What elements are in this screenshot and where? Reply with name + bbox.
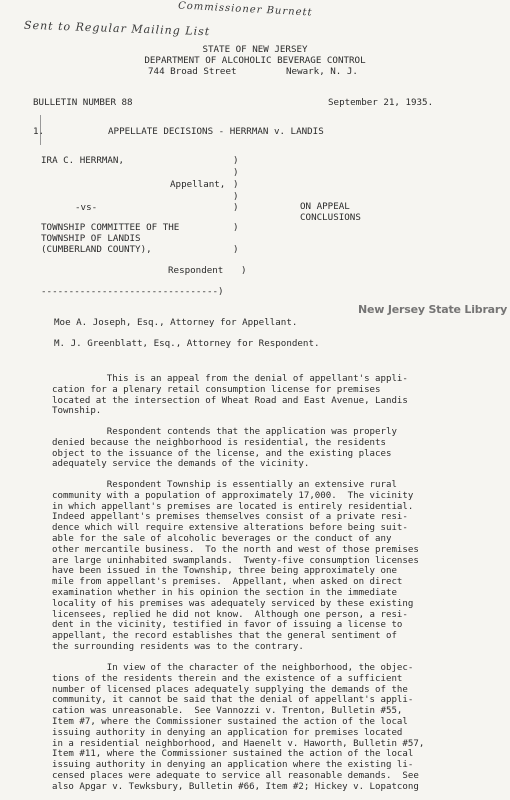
caption-vs: -vs-: [75, 202, 98, 213]
paragraph-line: able for the sale of alcoholic beverages or the conduct of any: [52, 533, 392, 544]
caption-divider: --------------------------------): [41, 286, 224, 297]
caption-respondent-role: Respondent: [168, 265, 224, 276]
paragraph-line: appellant, the record establishes that the general sentiment of: [52, 631, 397, 642]
paragraph-line: located at the intersection of Wheat Road and East Avenue, Landis: [52, 395, 408, 406]
paragraph-line: number of licensed places adequately supplying the demands of the: [52, 684, 408, 695]
caption-respondent-line3: (CUMBERLAND COUNTY),: [41, 244, 152, 255]
paragraph-line: are large uninhabited swamplands. Twenty-five consumption licenses: [52, 555, 419, 566]
paragraph-line: locality of his premises was adequately serviced by these existing: [52, 598, 414, 609]
paragraph-line: Respondent contends that the application was properly: [52, 427, 397, 437]
paragraph-line: in which appellant's premises are located is entirely residential.: [52, 501, 414, 512]
caption-appellant-role: Appellant,: [170, 179, 226, 190]
caption-paren: ): [233, 179, 239, 190]
paragraph-2: [52, 427, 472, 470]
paragraph-1: [52, 374, 472, 417]
paragraph-line: denied because the neighborhood is residential, the residents: [52, 437, 386, 448]
caption-appellant-name: IRA C. HERRMAN,: [41, 155, 124, 166]
caption-paren: ): [233, 244, 239, 255]
handwritten-note-mailing-list: Sent to Regular Mailing List: [23, 18, 211, 39]
section-number: 1.: [33, 126, 45, 137]
paragraph-line: cation was unreasonable. See Vannozzi v. Trenton, Bulletin #55,: [52, 706, 403, 717]
paragraph-line: community, it cannot be said that the denial of appellant's appli-: [52, 695, 414, 706]
bulletin-date: September 21, 1935.: [328, 97, 434, 108]
paragraph-line: also Apgar v. Tewksbury, Bulletin #66, Item #2; Hickey v. Lopatcong: [52, 781, 419, 792]
paragraph-line: Item #7, where the Commissioner sustained the action of the local: [52, 716, 408, 727]
paragraph-line: community with a population of approximately 17,000. The vicinity: [52, 490, 414, 501]
paragraph-line: dence which will require extensive alterations before being suit-: [52, 523, 408, 534]
paragraph-line: In view of the character of the neighborhood, the objec-: [52, 663, 414, 673]
attorney-appellant: Moe A. Joseph, Esq., Attorney for Appellant.: [54, 317, 298, 328]
attorney-respondent: M. J. Greenblatt, Esq., Attorney for Respondent.: [54, 338, 320, 349]
caption-paren: ): [233, 191, 239, 202]
caption-paren: ): [233, 167, 239, 178]
paragraph-4: [52, 663, 472, 793]
caption-respondent-line2: TOWNSHIP OF LANDIS: [41, 233, 141, 244]
paragraph-line: the surrounding residents was to the contrary.: [52, 641, 304, 652]
caption-label-conclusions: CONCLUSIONS: [300, 212, 361, 223]
paragraph-line: object to the issuance of the license, and the existing places: [52, 448, 392, 459]
bulletin-number: BULLETIN NUMBER 88: [33, 97, 133, 108]
paragraph-line: in a residential neighborhood, and Haenelt v. Haworth, Bulletin #57,: [52, 738, 425, 749]
handwritten-note-commissioner: Commissioner Burnett: [177, 0, 313, 19]
paragraph-line: other mercantile business. To the north and west of those premises: [52, 544, 419, 555]
paragraph-line: Indeed appellant's premises themselves consist of a private resi-: [52, 512, 408, 523]
letterhead-street: 744 Broad Street: [148, 66, 237, 77]
paragraph-line: issuing authority in denying an application for premises located: [52, 727, 403, 738]
caption-paren: ): [233, 202, 239, 213]
caption-paren: ): [233, 155, 239, 166]
paragraph-line: issuing authority in denying an application where the existing li-: [52, 760, 414, 771]
caption-paren: ): [233, 222, 239, 233]
caption-respondent-line1: TOWNSHIP COMMITTEE OF THE: [41, 222, 180, 233]
paragraph-line: have been issued in the Township, three being approximately one: [52, 566, 397, 577]
caption-paren: ): [241, 265, 247, 276]
paragraph-line: Respondent Township is essentially an extensive rural: [52, 480, 397, 490]
paragraph-line: dent in the vicinity, testified in favor of issuing a license to: [52, 620, 403, 631]
paragraph-line: Item #11, where the Commissioner sustained the action of the local: [52, 749, 414, 760]
paragraph-3: [52, 480, 472, 653]
paragraph-line: This is an appeal from the denial of appellant's appli-: [52, 374, 408, 384]
paragraph-line: Township.: [52, 406, 102, 417]
paragraph-line: censed places were adequate to service all reasonable demands. See: [52, 770, 419, 781]
paragraph-line: tions of the residents therein and the existence of a sufficient: [52, 673, 403, 684]
caption-label-appeal: ON APPEAL: [300, 201, 350, 212]
paragraph-line: cation for a plenary retail consumption license for premises: [52, 384, 381, 395]
library-stamp: New Jersey State Library: [358, 303, 508, 316]
paragraph-line: examination whether in his opinion the section in the immediate: [52, 587, 397, 598]
section-title: APPELLATE DECISIONS - HERRMAN v. LANDIS: [108, 126, 324, 137]
letterhead-city: Newark, N. J.: [286, 66, 358, 77]
letterhead-department: DEPARTMENT OF ALCOHOLIC BEVERAGE CONTROL: [144, 55, 366, 66]
paragraph-line: adequately service the demands of the vicinity.: [52, 459, 310, 470]
paragraph-line: licensees, replied he did not know. Although one person, a resi-: [52, 609, 408, 620]
paragraph-line: mile from appellant's premises. Appellant, when asked on direct: [52, 577, 403, 588]
letterhead-state: STATE OF NEW JERSEY: [202, 44, 308, 55]
